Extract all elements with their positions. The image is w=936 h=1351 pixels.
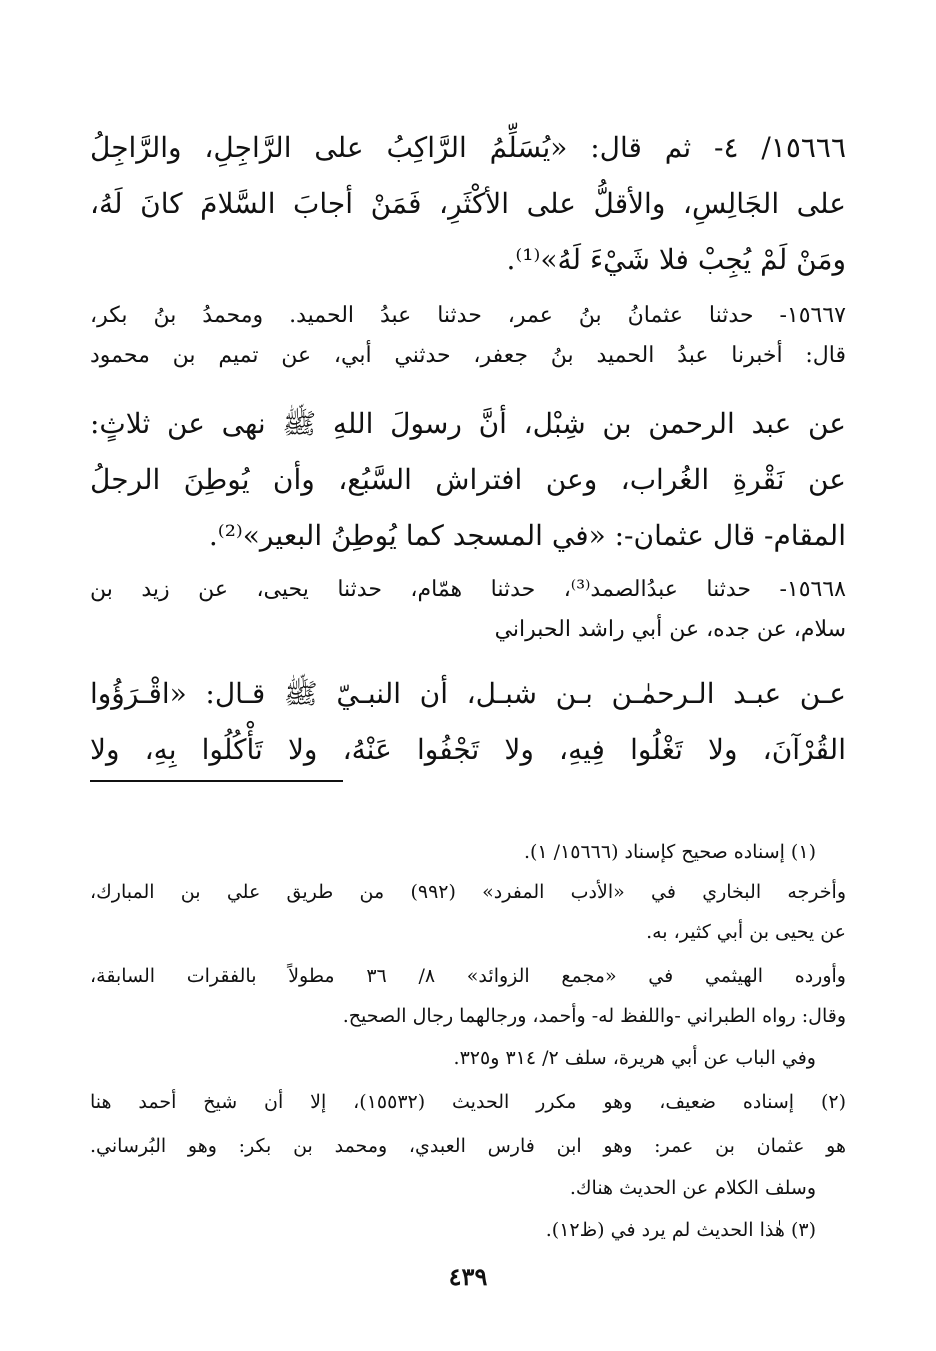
footnote-line: (٣) هٰذا الحديث لم يرد في (ظ١٢). xyxy=(545,1219,816,1241)
footnote-line: وأخرجه البخاري في «الأدب المفرد» (٩٩٢) من طريق علي بن المبارك، xyxy=(90,881,846,903)
page-number: ٤٣٩ xyxy=(448,1262,488,1291)
footnote-line: وأورده الهيثمي في «مجمع الزوائد» ٨/ ٣٦ مطولاً بالفقرات السابقة، xyxy=(90,965,846,987)
text-line: عن عبد الرحمن بن شِبْل، أنَّ رسولَ اللهِ ﷺ نهى عن ثلاثٍ: xyxy=(90,407,846,440)
footnote-line: وقال: رواه الطبراني -واللفظ له- وأحمد، ورجالهما رجال الصحيح. xyxy=(342,1005,846,1027)
footnote-line: عن يحيى بن أبي كثير، به. xyxy=(646,921,846,943)
text-line: عـن عبـد الـرحمٰـن بـن شبـل، أن النبـيّ ﷺ قـال: «اقْـرَؤُوا xyxy=(90,677,847,710)
footnote-line: (٢) إسناده ضعيف، وهو مكرر الحديث (١٥٥٣٢)، إلا أن شيخ أحمد هنا xyxy=(90,1091,846,1113)
text-line: القُرْآنَ، ولا تَغْلُوا فِيهِ، ولا تَجْفُوا عَنْهُ، ولا تَأْكُلُوا بِهِ، ولا xyxy=(90,733,846,766)
text-line: عن نَقْرةِ الغُراب، وعن افتراش السَّبُع، وأن يُوطِنَ الرجلُ xyxy=(90,463,846,496)
text-line: على الجَالِسِ، والأقلُّ على الأكْثَرِ، فَمَنْ أجابَ السَّلامَ كانَ لَهُ، xyxy=(90,187,846,220)
text-line: المقام- قال عثمان-: «في المسجد كما يُوطِنُ البعير»⁽²⁾. xyxy=(208,519,846,552)
footnote-line: وسلف الكلام عن الحديث هناك. xyxy=(569,1177,816,1199)
text-line: ١٥٦٦٨- حدثنا عبدُالصمد⁽³⁾، حدثنا همّام، حدثنا يحيى، عن زيد بن xyxy=(90,577,846,602)
text-line: ومَنْ لَمْ يُجِبْ فلا شَيْءَ لَهُ»⁽¹⁾. xyxy=(506,243,846,276)
text-line: ١٥٦٦٧- حدثنا عثمانُ بنُ عمر، حدثنا عبدُ الحميد. ومحمدُ بنُ بكر، xyxy=(90,303,846,328)
footnote-line: هو عثمان بن عمر: وهو ابن فارس العبدي، ومحمد بن بكر: وهو البُرساني. xyxy=(90,1135,846,1157)
footnote-line: وفي الباب عن أبي هريرة، سلف ٢/ ٣١٤ و٣٢٥. xyxy=(453,1047,816,1069)
footnote-divider xyxy=(90,780,343,782)
text-line: سلام، عن جده، عن أبي راشد الحبراني xyxy=(494,617,846,642)
text-line: ١٥٦٦٦/ ٤- ثم قال: «يُسَلِّمُ الرَّاكِبُ على الرَّاجِلِ، والرَّاجِلُ xyxy=(90,131,846,164)
footnote-line: (١) إسناده صحيح كإسناد (١٥٦٦٦/ ١). xyxy=(523,841,816,863)
text-line: قال: أخبرنا عبدُ الحميد بنُ جعفر، حدثني أبي، عن تميم بن محمود xyxy=(90,343,846,368)
